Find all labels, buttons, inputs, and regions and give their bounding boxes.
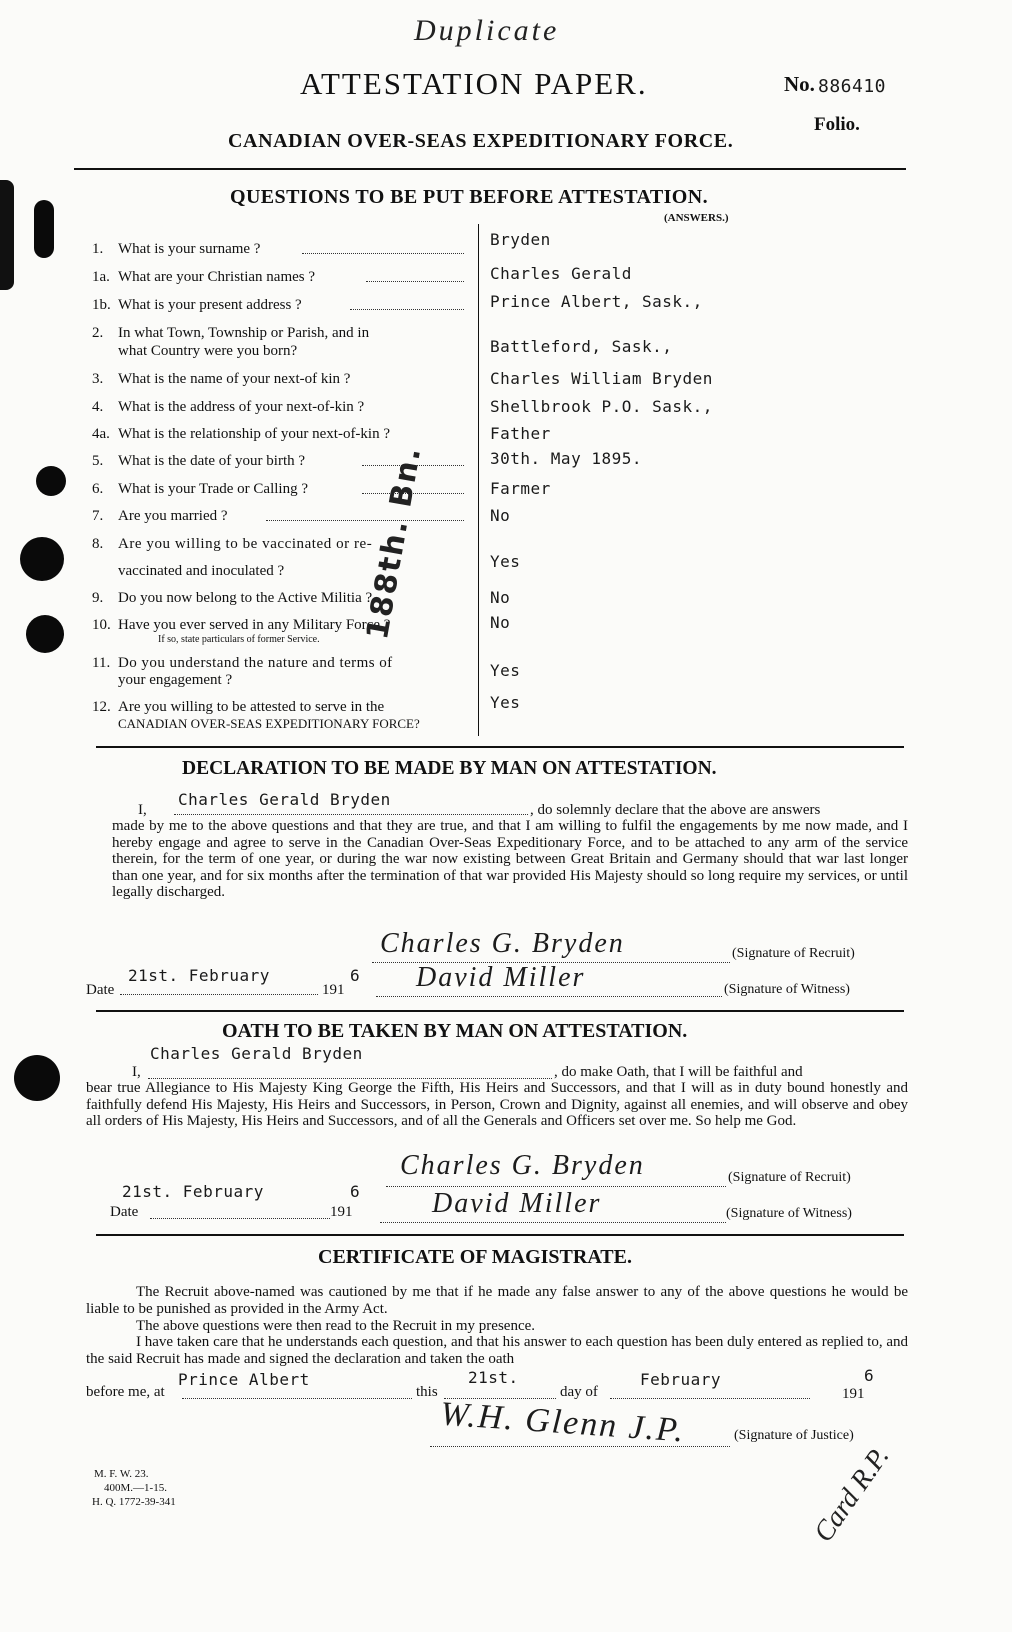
date-line (120, 994, 318, 995)
oath-intro: I, (132, 1064, 141, 1080)
answer-military-force: No (490, 613, 511, 632)
answers-label: (ANSWERS.) (664, 212, 729, 224)
oath-date-label: Date (110, 1204, 139, 1220)
oath-year-prefix: 191 (330, 1204, 353, 1220)
divider (96, 1010, 904, 1012)
question-text-line-2: your engagement ? (118, 672, 233, 688)
this-label: this (416, 1384, 438, 1400)
answer-birth-date: 30th. May 1895. (490, 449, 642, 468)
oath-year-suffix: 6 (350, 1182, 361, 1201)
answer-married: No (490, 506, 511, 525)
question-5 (0, 449, 1012, 475)
question-number: 2. (92, 325, 104, 341)
oath-heading: OATH TO BE TAKEN BY MAN ON ATTESTATION. (222, 1020, 688, 1042)
answer-surname: Bryden (490, 230, 551, 249)
magistrate-year-suffix: 6 (864, 1366, 875, 1385)
question-number: 5. (92, 453, 104, 469)
answer-understand-terms: Yes (490, 661, 521, 680)
question-number: 1. (92, 241, 104, 257)
question-number: 8. (92, 536, 104, 552)
dotted-leader (266, 520, 464, 521)
oath-recruit-signature: Charles G. Bryden (400, 1150, 645, 1181)
signature-line (376, 996, 722, 997)
question-number: 1a. (92, 269, 110, 285)
divider (74, 168, 906, 170)
justice-signature: W.H. Glenn J.P. (439, 1395, 687, 1450)
battalion-stamp: 188th. Bn. (360, 443, 429, 643)
date-line (150, 1218, 330, 1219)
question-text: What is the date of your birth ? (118, 453, 306, 469)
declaration-witness-signature: David Miller (416, 962, 586, 993)
question-7 (0, 508, 1012, 530)
oath-name: Charles Gerald Bryden (150, 1044, 363, 1063)
question-number: 9. (92, 590, 104, 606)
day-of-label: day of (560, 1384, 598, 1400)
question-number: 10. (92, 617, 111, 633)
declaration-heading: DECLARATION TO BE MADE BY MAN ON ATTESTATION. (182, 758, 717, 779)
before-me-label: before me, at (86, 1384, 165, 1400)
punch-hole (14, 1055, 60, 1101)
question-text: Are you willing to be attested to serve in the (118, 699, 385, 715)
page-title: ATTESTATION PAPER. (300, 66, 648, 101)
question-8 (0, 536, 1012, 579)
oath-body: bear true Allegiance to His Majesty King George the Fifth, His Heirs and Successors, and that I will as in duty bound honestly and faithfully defend His Majesty, His Heirs and Successors, in Person, Crown and Dignity, against all enemies, and will observe and obey all orders of His Majesty, His Heirs and Successors, and of all the Generals and Officers set over me. So help me God. (86, 1080, 908, 1129)
question-number: 3. (92, 371, 104, 387)
question-text: What is your surname ? (118, 241, 261, 257)
dotted-leader (148, 1078, 552, 1079)
oath-witness-signature: David Miller (432, 1188, 602, 1219)
magistrate-place: Prince Albert (178, 1370, 310, 1389)
question-note: If so, state particulars of former Service. (158, 634, 320, 645)
answer-christian-names: Charles Gerald (490, 264, 632, 283)
signature-line (386, 1186, 726, 1187)
folio-label: Folio. (814, 114, 860, 135)
question-text: Do you understand the nature and terms of (118, 655, 393, 671)
question-text: Have you ever served in any Military Force ? (118, 617, 391, 633)
magistrate-day: 21st. (468, 1368, 519, 1387)
oath-continuation: , do make Oath, that I will be faithful and (554, 1064, 803, 1080)
form-code-2: 400M.—1-15. (104, 1482, 167, 1494)
oath-recruit-signature-label: (Signature of Recruit) (728, 1170, 851, 1185)
declaration-date: 21st. February (128, 966, 270, 985)
answer-trade: Farmer (490, 479, 551, 498)
question-text: In what Town, Township or Parish, and in (118, 325, 370, 341)
questions-heading: QUESTIONS TO BE PUT BEFORE ATTESTATION. (230, 186, 708, 208)
margin-note: Card R.P. (808, 1441, 896, 1548)
divider (96, 746, 904, 748)
question-9 (0, 590, 1012, 612)
dotted-leader (350, 309, 464, 310)
dotted-leader (182, 1398, 412, 1399)
answer-present-address: Prince Albert, Sask., (490, 292, 703, 311)
number-label: No. (784, 72, 815, 96)
question-1b (0, 292, 1012, 319)
question-text: What is the address of your next-of-kin ? (118, 399, 365, 415)
question-text: Are you willing to be vaccinated or re- (118, 536, 373, 552)
question-number: 7. (92, 508, 104, 524)
justice-signature-label: (Signature of Justice) (734, 1428, 854, 1443)
question-text: What is your Trade or Calling ? (118, 481, 308, 497)
signature-line (430, 1446, 730, 1447)
question-number: 12. (92, 699, 111, 715)
question-2 (0, 325, 1012, 365)
witness-signature-label: (Signature of Witness) (724, 982, 850, 997)
question-text: What is the name of your next-of kin ? (118, 371, 351, 387)
question-number: 1b. (92, 297, 111, 313)
question-text-line-2: what Country were you born? (118, 343, 298, 359)
question-text: Are you married ? (118, 508, 228, 524)
divider (96, 1234, 904, 1236)
question-text-line-2: vaccinated and inoculated ? (118, 563, 285, 579)
question-number: 6. (92, 481, 104, 497)
certificate-heading: CERTIFICATE OF MAGISTRATE. (318, 1246, 632, 1268)
question-11 (0, 655, 1012, 695)
question-text: What is the relationship of your next-of-kin ? (118, 426, 391, 442)
question-text: Do you now belong to the Active Militia ? (118, 590, 373, 606)
declaration-body: made by me to the above questions and that they are true, and that I am willing to fulfil the engagements by me now made, and I hereby engage and agree to serve in the Canadian Over-Seas Expeditionary Force, and to be attached to any arm of the service therein, for the term of one year, or during the war now existing between Great Britain and Germany should that war last longer than one year, and for six months after the termination of that war provided His Majesty should so long require my services, or until legally discharged. (112, 818, 908, 900)
question-12 (0, 693, 1012, 739)
number-value: 886410 (818, 76, 887, 97)
dotted-leader (302, 253, 464, 254)
signature-line (380, 1222, 726, 1223)
question-number: 11. (92, 655, 111, 671)
form-code-1: M. F. W. 23. (94, 1468, 149, 1480)
answer-active-militia: No (490, 588, 511, 607)
form-code-3: H. Q. 1772-39-341 (92, 1496, 176, 1508)
oath-witness-signature-label: (Signature of Witness) (726, 1206, 852, 1221)
answer-vaccinated: Yes (490, 552, 521, 571)
declaration-name: Charles Gerald Bryden (178, 790, 391, 809)
question-3 (0, 371, 1012, 393)
certificate-para-2: The above questions were then read to the Recruit in my presence. (136, 1318, 536, 1334)
certificate-para-3: I have taken care that he understands each question, and that his answer to each question has been duly entered as replied to, and the said Recruit has made and signed the declaration and taken the oath (86, 1334, 908, 1367)
question-text: What are your Christian names ? (118, 269, 316, 285)
oath-date: 21st. February (122, 1182, 264, 1201)
dotted-leader (366, 281, 464, 282)
question-number: 4. (92, 399, 104, 415)
question-10 (0, 613, 1012, 647)
question-4a (0, 426, 1012, 448)
question-1a (0, 264, 1012, 291)
question-text: What is your present address ? (118, 297, 302, 313)
declaration-date-label: Date (86, 982, 115, 998)
declaration-intro: I, (138, 802, 147, 818)
question-number: 4a. (92, 426, 110, 442)
declaration-recruit-signature: Charles G. Bryden (380, 928, 625, 959)
question-1 (0, 230, 1012, 263)
answer-next-of-kin: Charles William Bryden (490, 369, 713, 388)
certificate-para-1: The Recruit above-named was cautioned by me that if he made any false answer to any of the above questions he would be liable to be punished as provided in the Army Act. (86, 1284, 908, 1317)
recruit-signature-label: (Signature of Recruit) (732, 946, 855, 961)
question-text-line-2: CANADIAN OVER-SEAS EXPEDITIONARY FORCE? (118, 716, 420, 731)
answer-birthplace: Battleford, Sask., (490, 337, 673, 356)
question-4 (0, 399, 1012, 421)
declaration-year-suffix: 6 (350, 966, 361, 985)
duplicate-mark: Duplicate (414, 14, 560, 47)
dotted-leader (174, 814, 528, 815)
answer-next-of-kin-address: Shellbrook P.O. Sask., (490, 397, 713, 416)
question-6 (0, 481, 1012, 503)
magistrate-year-prefix: 191 (842, 1386, 865, 1402)
answer-relationship: Father (490, 424, 551, 443)
magistrate-month: February (640, 1370, 722, 1389)
answer-willing-to-serve: Yes (490, 693, 521, 712)
dotted-leader (610, 1398, 810, 1399)
subtitle: CANADIAN OVER-SEAS EXPEDITIONARY FORCE. (228, 130, 734, 152)
declaration-year-prefix: 191 (322, 982, 345, 998)
declaration-continuation: , do solemnly declare that the above are answers (530, 802, 821, 818)
